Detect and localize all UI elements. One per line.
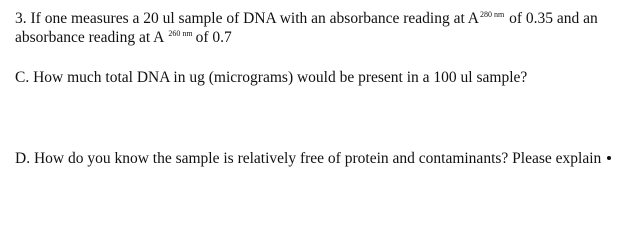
- question-3-text-part-1: 3. If one measures a 20 ul sample of DNA with an absorbance reading at A: [15, 10, 480, 27]
- wavelength-260-subscript: 260 nm: [168, 29, 193, 38]
- question-3-line-2-value: of 0.7: [195, 29, 232, 46]
- question-part-d: [15, 150, 611, 168]
- question-3-text-part-2: of 0.35 and an: [505, 10, 598, 27]
- wavelength-280-subscript: 280 nm: [480, 10, 505, 19]
- bullet-dot-icon: [607, 156, 611, 160]
- question-3-line-2: [15, 29, 232, 49]
- question-part-c: [15, 69, 527, 87]
- part-d-text: D. How do you know the sample is relatively free of protein and contaminants? Please explain: [15, 150, 602, 167]
- question-3-line-2-text: absorbance reading at A: [15, 29, 165, 46]
- question-3-line-1: [15, 10, 598, 30]
- part-c-text: C. How much total DNA in ug (micrograms) would be present in a 100 ul sample?: [15, 69, 528, 86]
